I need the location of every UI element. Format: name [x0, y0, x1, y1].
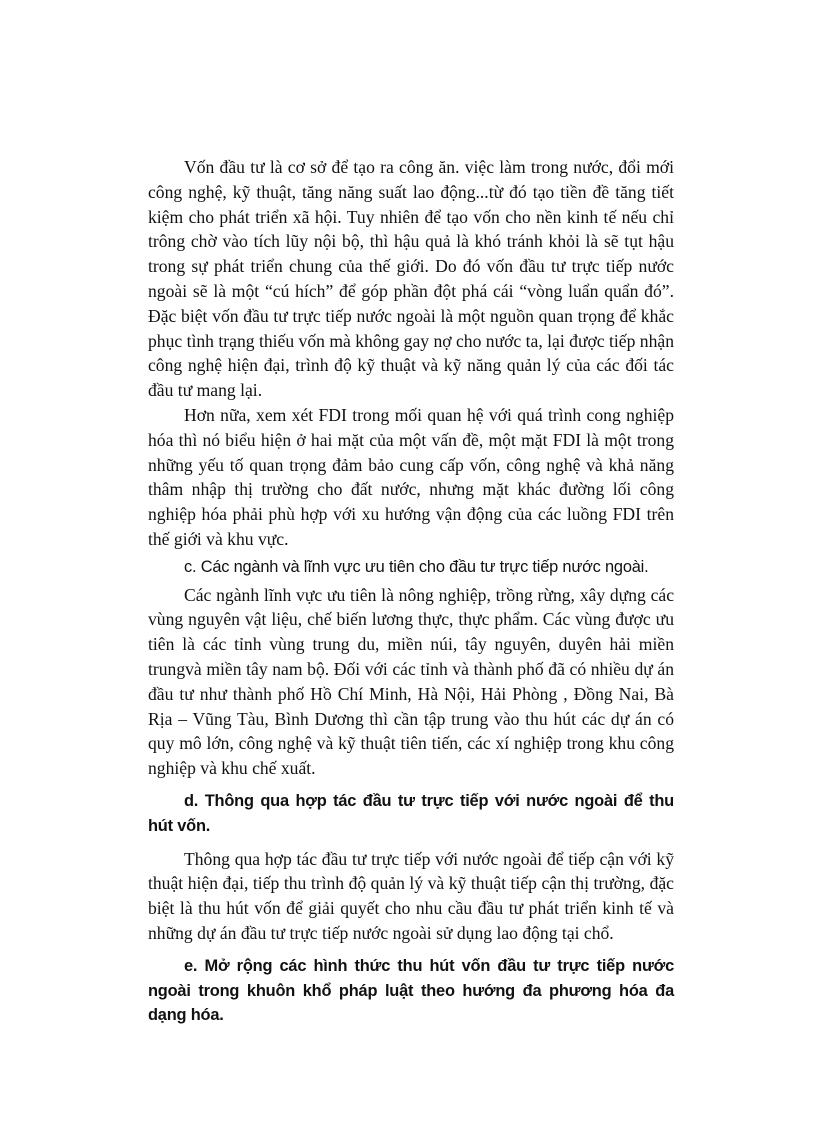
paragraph-priority-sectors: Các ngành lĩnh vực ưu tiên là nông nghiệp, trồng rừng, xây dựng các vùng nguyên vật liệu, chế biến lương thực, thực phẩm. Các vùng được ưu tiên là các tỉnh vùng trung du, miền núi, tây nguyên, duyên hải miền trungvà miền tây nam bộ. Đối với các tỉnh và thành phố đã có nhiều dự án đầu tư như thành phố Hồ Chí Minh, Hà Nội, Hải Phòng , Đồng Nai, Bà Rịa – Vũng Tàu, Bình Dương thì cần tập trung vào thu hút các dự án có quy mô lớn, công nghệ và kỹ thuật tiên tiến, các xí nghiệp trong khu công nghiệp và khu chế xuất. — [148, 584, 674, 779]
heading-priority-sectors: c. Các ngành và lĩnh vực ưu tiên cho đầu tư trực tiếp nước ngoài. — [184, 557, 649, 576]
heading-cooperation: d. Thông qua hợp tác đầu tư trực tiếp với nước ngoài để thu hút vốn. — [148, 791, 674, 835]
paragraph-fdi-industrialization: Hơn nữa, xem xét FDI trong mối quan hệ với quá trình cong nghiệp hóa thì nó biểu hiện ở hai mặt của một vấn đề, một mặt FDI là một trong những yếu tố quan trọng đảm bảo cung cấp vốn, công nghệ và khả năng thâm nhập thị trường cho đất nước, nhưng mặt khác đường lối công nghiệp hóa phải phù hợp với xu hướng vận động của các luồng FDI trên thế giới và khu vực. — [148, 404, 674, 549]
document-page — [148, 155, 674, 1028]
paragraph-investment-capital: Vốn đầu tư là cơ sở để tạo ra công ăn. việc làm trong nước, đổi mới công nghệ, kỹ thuật, tăng năng suất lao động...từ đó tạo tiền đề tăng tiết kiệm cho phát triển xã hội. Tuy nhiên để tạo vốn cho nền kinh tế nếu chỉ trông chờ vào tích lũy nội bộ, thì hậu quả là khó tránh khỏi là sẽ tụt hậu trong sự phát triển chung của thế giới. Do đó vốn đầu tư trực tiếp nước ngoài sẽ là một “cú hích” để góp phần đột phá cái “vòng luẩn quẩn đó”. Đặc biệt vốn đầu tư trực tiếp nước ngoài là một nguồn quan trọng để khắc phục tình trạng thiếu vốn mà không gay nợ cho nước ta, lại được tiếp nhận công nghệ hiện đại, trình độ kỹ thuật và kỹ năng quản lý của các đối tác đầu tư mang lại. — [148, 157, 674, 401]
heading-expand-forms: e. Mở rộng các hình thức thu hút vốn đầu tư trực tiếp nước ngoài trong khuôn khổ pháp luật theo hướng đa phương hóa đa dạng hóa. — [148, 956, 674, 1025]
paragraph-cooperation: Thông qua hợp tác đầu tư trực tiếp với nước ngoài để tiếp cận với kỹ thuật hiện đại, tiếp thu trình độ quản lý và kỹ thuật tiếp cận thị trường, đặc biệt là thu hút vốn để giải quyết cho nhu cầu đầu tư phát triển kinh tế và những dự án đầu tư trực tiếp nước ngoài sử dụng lao động tại chổ. — [148, 848, 674, 943]
